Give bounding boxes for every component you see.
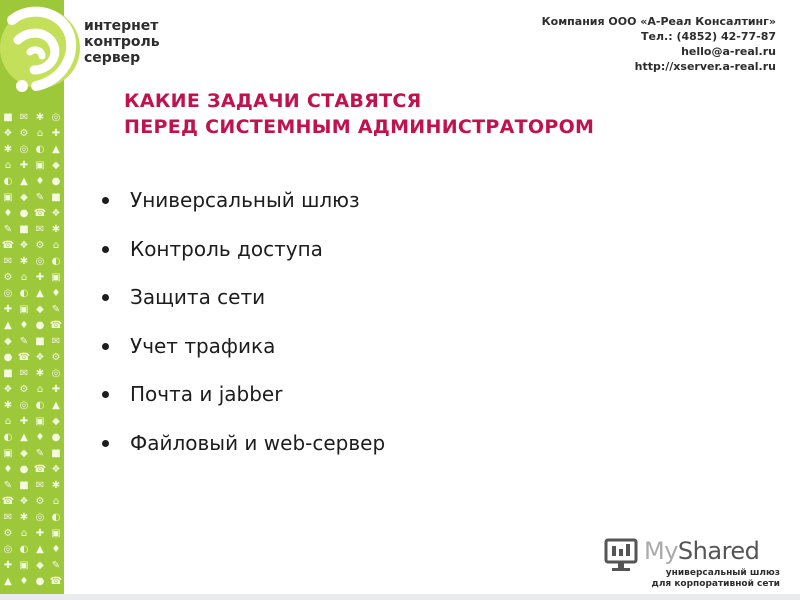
pattern-glyph-icon: ✚	[51, 128, 61, 139]
pattern-glyph-icon: ◎	[3, 544, 13, 555]
pattern-glyph-icon: ▲	[52, 144, 60, 155]
pattern-glyph-icon: ✚	[35, 528, 45, 539]
list-item-text: Файловый и web-сервер	[130, 430, 386, 455]
bullet-icon	[102, 246, 109, 253]
pattern-glyph-icon: ◐	[19, 544, 29, 555]
pattern-glyph-icon: ●	[35, 576, 45, 587]
pattern-glyph-icon: ☎	[17, 352, 31, 363]
task-list	[102, 186, 385, 478]
pattern-glyph-icon: ⚙	[51, 352, 61, 363]
pattern-glyph-icon: ●	[3, 352, 13, 363]
pattern-glyph-icon: ✚	[19, 160, 29, 171]
bullet-icon	[102, 391, 109, 398]
monitor-icon	[604, 536, 642, 576]
pattern-glyph-icon: ⚙	[3, 272, 13, 283]
pattern-glyph-icon: ◆	[20, 448, 28, 459]
pattern-glyph-icon: ■	[35, 336, 45, 347]
pattern-glyph-icon: ✎	[35, 448, 45, 459]
company-info	[542, 14, 776, 74]
pattern-glyph-icon: ✉	[51, 336, 61, 347]
pattern-glyph-icon: ⚙	[19, 384, 29, 395]
pattern-glyph-icon: ■	[51, 192, 61, 203]
company-name: Компания ООО «А-Реал Консалтинг»	[541, 15, 776, 28]
pattern-glyph-icon: ◐	[3, 176, 13, 187]
list-item-text: Контроль доступа	[130, 236, 323, 261]
pattern-glyph-icon: ☎	[33, 464, 47, 475]
pattern-glyph-icon: ☎	[1, 496, 15, 507]
pattern-glyph-icon: ◐	[51, 512, 61, 523]
pattern-glyph-icon: ◎	[35, 512, 45, 523]
pattern-glyph-icon: ◐	[3, 432, 13, 443]
pattern-glyph-icon: ⌂	[36, 384, 44, 395]
pattern-glyph-icon: ▣	[51, 272, 61, 283]
list-item	[102, 332, 385, 381]
pattern-glyph-icon: ■	[19, 480, 29, 491]
list-item-text: Защита сети	[130, 285, 266, 310]
pattern-glyph-icon: ▲	[52, 400, 60, 411]
pattern-glyph-icon: ◐	[35, 144, 45, 155]
pattern-glyph-icon: ▲	[36, 288, 44, 299]
pattern-glyph-icon: ◐	[51, 256, 61, 267]
pattern-glyph-icon: ☎	[33, 208, 47, 219]
bullet-icon	[102, 197, 109, 204]
pattern-glyph-icon: ♦	[19, 320, 29, 331]
pattern-glyph-icon: ▣	[3, 448, 13, 459]
pattern-glyph-icon: ♦	[19, 576, 29, 587]
pattern-glyph-icon: ▲	[4, 320, 12, 331]
pattern-glyph-icon: ■	[51, 448, 61, 459]
pattern-glyph-icon: ⌂	[36, 128, 44, 139]
pattern-glyph-icon: ●	[51, 432, 61, 443]
pattern-glyph-icon: ◎	[19, 144, 29, 155]
pattern-glyph-icon: ⌂	[52, 496, 60, 507]
bullet-icon	[102, 343, 109, 350]
pattern-glyph-icon: ✱	[19, 256, 29, 267]
pattern-glyph-icon: ⌂	[52, 240, 60, 251]
pattern-glyph-icon: ✚	[3, 560, 13, 571]
pattern-glyph-icon: ✎	[51, 304, 61, 315]
logo-line: интернет	[84, 18, 159, 34]
pattern-glyph-icon: ♦	[35, 176, 45, 187]
pattern-glyph-icon: ⌂	[20, 272, 28, 283]
pattern-glyph-icon: ▣	[35, 416, 45, 427]
pattern-glyph-icon: ✎	[19, 336, 29, 347]
pattern-glyph-icon: ✎	[35, 192, 45, 203]
pattern-glyph-icon: ◆	[36, 560, 44, 571]
pattern-glyph-icon: ▲	[20, 176, 28, 187]
pattern-glyph-icon: ◆	[36, 304, 44, 315]
pattern-glyph-icon: ❖	[35, 352, 45, 363]
footer-brand	[604, 534, 784, 594]
pattern-glyph-icon: ✚	[3, 304, 13, 315]
logo-line: контроль	[84, 34, 160, 50]
pattern-glyph-icon: ⚙	[3, 528, 13, 539]
pattern-glyph-icon: ◎	[19, 400, 29, 411]
pattern-glyph-icon: ✚	[35, 272, 45, 283]
pattern-glyph-icon: ⌂	[20, 528, 28, 539]
pattern-glyph-icon: ◆	[52, 160, 60, 171]
bullet-icon	[102, 294, 109, 301]
company-phone: Тел.: (4852) 42-77-87	[641, 30, 776, 43]
pattern-glyph-icon: ☎	[1, 240, 15, 251]
list-item-text: Учет трафика	[130, 333, 276, 358]
logo-line: сервер	[84, 50, 141, 66]
pattern-glyph-icon: ❖	[51, 464, 61, 475]
pattern-glyph-icon: ❖	[3, 128, 13, 139]
pattern-glyph-icon: ❖	[51, 208, 61, 219]
list-item	[102, 186, 385, 235]
brand-wordmark	[644, 536, 759, 566]
pattern-glyph-icon: ▣	[35, 160, 45, 171]
bullet-icon	[102, 440, 109, 447]
pattern-glyph-icon: ✎	[3, 480, 13, 491]
pattern-glyph-icon: ⚙	[35, 240, 45, 251]
pattern-glyph-icon: ◎	[51, 112, 61, 123]
logo-text	[84, 18, 160, 66]
pattern-glyph-icon: ✉	[35, 480, 45, 491]
pattern-glyph-icon: ❖	[19, 240, 29, 251]
slide-title	[124, 88, 594, 140]
pattern-glyph-icon: ▲	[20, 432, 28, 443]
bottom-bar	[0, 594, 800, 600]
pattern-glyph-icon: ✉	[3, 256, 13, 267]
tagline-line-2: для корпоративной сети	[651, 579, 780, 589]
pattern-glyph-icon: ●	[35, 320, 45, 331]
pattern-glyph-icon: ■	[3, 368, 13, 379]
pattern-glyph-icon: ✉	[19, 368, 29, 379]
pattern-glyph-icon: ◆	[20, 192, 28, 203]
pattern-glyph-icon: ▣	[3, 192, 13, 203]
pattern-glyph-icon: ⚙	[35, 496, 45, 507]
pattern-glyph-icon: ◆	[52, 416, 60, 427]
title-line-2: ПЕРЕД СИСТЕМНЫМ АДМИНИСТРАТОРОМ	[124, 116, 595, 138]
pattern-glyph-icon: ✱	[35, 112, 45, 123]
footer-tagline	[652, 568, 780, 590]
pattern-glyph-icon: ✱	[51, 480, 61, 491]
pattern-glyph-icon: ◎	[51, 368, 61, 379]
pattern-glyph-icon: ■	[19, 224, 29, 235]
company-email: hello@a-real.ru	[681, 45, 776, 58]
title-line-1: КАКИЕ ЗАДАЧИ СТАВЯТСЯ	[124, 90, 422, 112]
list-item-text: Почта и jabber	[130, 382, 283, 407]
pattern-glyph-icon: ✚	[51, 384, 61, 395]
pattern-glyph-icon: ✱	[35, 368, 45, 379]
pattern-glyph-icon: ◆	[4, 336, 12, 347]
pattern-glyph-icon: ♦	[35, 432, 45, 443]
pattern-glyph-icon: ♦	[3, 208, 13, 219]
pattern-glyph-icon: ✉	[19, 112, 29, 123]
pattern-glyph-icon: ✱	[19, 512, 29, 523]
pattern-glyph-icon: ▣	[19, 304, 29, 315]
pattern-glyph-icon: ❖	[19, 496, 29, 507]
brand-shared: Shared	[677, 537, 760, 565]
pattern-glyph-icon: ✚	[19, 416, 29, 427]
pattern-glyph-icon: ✱	[51, 224, 61, 235]
pattern-glyph-icon: ⌂	[4, 160, 12, 171]
pattern-glyph-icon: ✎	[51, 560, 61, 571]
pattern-glyph-icon: ▲	[36, 544, 44, 555]
pattern-glyph-icon: ✱	[3, 144, 13, 155]
pattern-glyph-icon: ☎	[49, 320, 63, 331]
pattern-glyph-icon: ✎	[3, 224, 13, 235]
list-item	[102, 429, 385, 478]
pattern-glyph-icon: ●	[51, 176, 61, 187]
pattern-glyph-icon: ▣	[51, 528, 61, 539]
pattern-glyph-icon: ⚙	[19, 128, 29, 139]
pattern-glyph-icon: ✉	[3, 512, 13, 523]
pattern-glyph-icon: ▲	[4, 576, 12, 587]
pattern-glyph-icon: ♦	[51, 288, 61, 299]
pattern-glyph-icon: ❖	[3, 384, 13, 395]
tagline-line-1: универсальный шлюз	[665, 568, 780, 578]
pattern-glyph-icon: ◐	[35, 400, 45, 411]
pattern-glyph-icon: ■	[3, 112, 13, 123]
pattern-glyph-icon: ●	[19, 208, 29, 219]
list-item	[102, 235, 385, 284]
pattern-glyph-icon: ●	[19, 464, 29, 475]
pattern-glyph-icon: ☎	[49, 576, 63, 587]
pattern-glyph-icon: ♦	[51, 544, 61, 555]
pattern-glyph-icon: ▣	[19, 560, 29, 571]
list-item-text: Универсальный шлюз	[130, 188, 360, 212]
pattern-glyph-icon: ◐	[19, 288, 29, 299]
brand-my: My	[644, 537, 678, 565]
pattern-glyph-icon: ◎	[35, 256, 45, 267]
list-item	[102, 380, 385, 429]
company-url: http://xserver.a-real.ru	[634, 60, 776, 73]
list-item	[102, 283, 385, 332]
swirl-logo-icon	[0, 0, 90, 110]
pattern-glyph-icon: ✉	[35, 224, 45, 235]
pattern-glyph-icon: ◎	[3, 288, 13, 299]
pattern-glyph-icon: ✱	[3, 400, 13, 411]
pattern-glyph-icon: ♦	[3, 464, 13, 475]
pattern-glyph-icon: ⌂	[4, 416, 12, 427]
pattern-icon-grid	[0, 110, 64, 600]
